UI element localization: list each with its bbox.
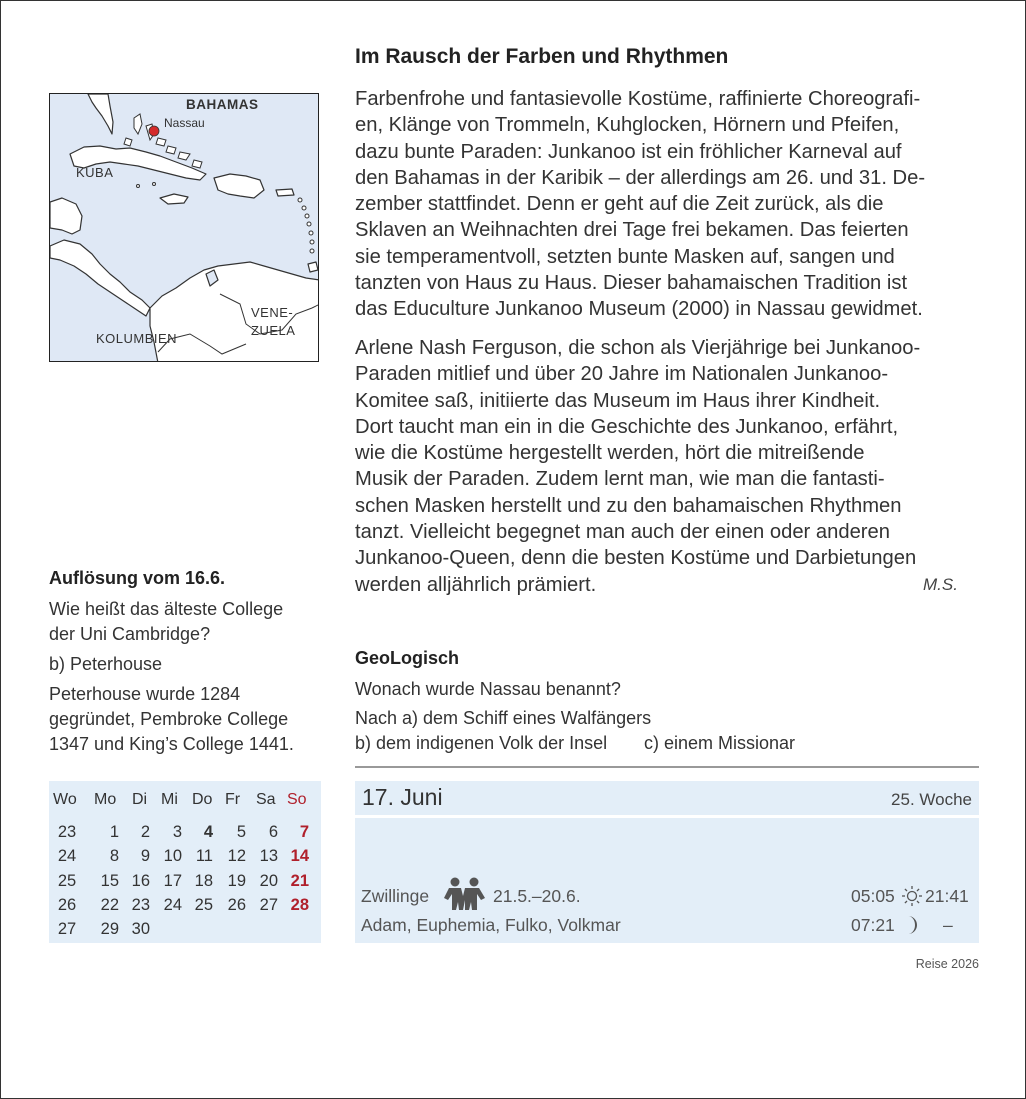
calendar-day[interactable]: 23 xyxy=(131,895,150,914)
calendar-week-number: 25 xyxy=(57,871,77,890)
calendar-header-so: So xyxy=(287,791,307,808)
calendar-day[interactable]: 11 xyxy=(195,847,213,866)
calendar-header-mo: Mo xyxy=(94,791,117,808)
calendar-header-mi: Mi xyxy=(161,791,178,808)
article-paragraph-2 xyxy=(355,335,985,598)
map-label-kolumbien: KOLUMBIEN xyxy=(96,331,178,346)
calendar-header-fr: Fr xyxy=(225,791,241,808)
calendar-header-wo: Wo xyxy=(53,791,77,808)
calendar-day[interactable]: 18 xyxy=(194,871,213,890)
calendar-week-number: 24 xyxy=(57,847,77,866)
calendar-day[interactable]: 6 xyxy=(268,823,278,841)
calendar-day[interactable]: 27 xyxy=(259,895,278,914)
sunset-time: 21:41 xyxy=(925,886,969,906)
calendar-day[interactable]: 22 xyxy=(100,895,119,914)
calendar-day[interactable]: 4 xyxy=(203,823,213,841)
geologisch-question: Wonach wurde Nassau benannt? xyxy=(355,679,621,699)
zodiac-range: 21.5.–20.6. xyxy=(493,886,581,906)
text-line: Paraden mitlief und über 20 Jahre im Nationalen Junkanoo- xyxy=(355,363,889,386)
text-line: werden alljährlich prämiert. xyxy=(355,573,597,596)
calendar-day[interactable]: 12 xyxy=(227,847,246,866)
solution-explanation-line: gegründet, Pembroke College xyxy=(49,709,289,729)
calendar-header-sa: Sa xyxy=(256,791,276,808)
sun-icon xyxy=(901,885,923,912)
calendar-day[interactable]: 13 xyxy=(259,847,278,866)
text-line: Sklaven an Weihnachten drei Tage frei bekamen. Das feierten xyxy=(355,219,909,242)
calendar-day[interactable]: 8 xyxy=(109,847,119,866)
calendar-day[interactable]: 29 xyxy=(100,920,119,939)
crescent-moon-icon xyxy=(903,914,921,941)
solution-question-line: der Uni Cambridge? xyxy=(49,624,211,644)
calendar-day[interactable]: 20 xyxy=(259,871,278,890)
geologisch-title: GeoLogisch xyxy=(355,648,460,668)
moonset-time: – xyxy=(943,915,953,935)
section-divider xyxy=(355,766,979,768)
calendar-day[interactable]: 24 xyxy=(163,895,182,914)
map-label-kuba: KUBA xyxy=(76,165,114,180)
author-initials: M.S. xyxy=(923,575,958,594)
text-line: Junkanoo-Queen, denn die besten Kostüme und Darbietungen xyxy=(355,547,917,570)
text-line: wie die Kostüme hergestellt werden, hört die mitreißende xyxy=(355,442,865,465)
calendar-week-number: 23 xyxy=(57,823,77,841)
gemini-twins-icon xyxy=(441,876,489,917)
calendar-day[interactable]: 28 xyxy=(290,895,309,914)
text-line: Musik der Paraden. Zudem lernt man, wie man die fantasti- xyxy=(355,468,885,491)
calendar-week-number: 26 xyxy=(57,895,77,914)
text-line: tanzten von Haus zu Haus. Dieser bahamaischen Tradition ist xyxy=(355,272,908,295)
day-panel xyxy=(355,781,979,943)
calendar-week-number: 27 xyxy=(57,920,77,939)
text-line: en, Klänge von Trommeln, Kuhglocken, Hörnern und Pfeifen, xyxy=(355,114,900,137)
article-paragraph-1 xyxy=(355,86,985,323)
calendar-day[interactable]: 16 xyxy=(131,871,150,890)
calendar-day[interactable]: 2 xyxy=(140,823,150,841)
text-line: Farbenfrohe und fantasievolle Kostüme, raffinierte Choreografi- xyxy=(355,88,921,110)
text-line: schen Masken herstellt und zu den bahamaischen Rhythmen xyxy=(355,494,902,517)
article-title: Im Rausch der Farben und Rhythmen xyxy=(355,45,729,68)
calendar-day[interactable]: 9 xyxy=(140,847,150,866)
caribbean-map xyxy=(49,93,319,362)
calendar-day[interactable]: 14 xyxy=(290,847,309,866)
calendar-day[interactable]: 5 xyxy=(236,823,246,841)
geologisch-answer-a: Nach a) dem Schiff eines Walfängers xyxy=(355,708,652,728)
text-line: tanzt. Vielleicht begegnet man auch der einen oder anderen xyxy=(355,521,890,544)
calendar-day[interactable]: 10 xyxy=(163,847,182,866)
map-label-venezuela-2: ZUELA xyxy=(251,323,296,338)
day-date: 17. Juni xyxy=(362,784,443,810)
calendar-day[interactable]: 26 xyxy=(227,895,246,914)
text-line: das Educulture Junkanoo Museum (2000) in Nassau gewidmet. xyxy=(355,298,923,321)
calendar-day[interactable]: 17 xyxy=(163,871,182,890)
map-label-venezuela-1: VENE- xyxy=(251,305,294,320)
text-line: Dort taucht man ein in die Geschichte des Junkanoo, erfährt, xyxy=(355,415,899,438)
text-line: sie temperamentvoll, setzten bunte Masken auf, sangen und xyxy=(355,245,895,268)
calendar-day[interactable]: 19 xyxy=(227,871,246,890)
day-header xyxy=(355,781,979,815)
map-label-bahamas: BAHAMAS xyxy=(186,97,259,112)
footer-label: Reise 2026 xyxy=(915,957,979,971)
text-line: zember stattfindet. Denn er geht auf die Zeit zurück, als die xyxy=(355,193,884,216)
calendar-day[interactable]: 3 xyxy=(172,823,182,841)
zodiac-name: Zwillinge xyxy=(361,886,430,906)
calendar-day[interactable]: 25 xyxy=(194,895,213,914)
calendar-header-di: Di xyxy=(132,791,148,808)
calendar-day[interactable]: 21 xyxy=(290,871,309,890)
solution-answer: b) Peterhouse xyxy=(49,654,163,674)
day-week: 25. Woche xyxy=(891,790,972,809)
map-label-nassau: Nassau xyxy=(164,116,205,130)
calendar-header-do: Do xyxy=(192,791,213,808)
text-line: Arlene Nash Ferguson, die schon als Vierjährige bei Junkanoo- xyxy=(355,337,921,359)
solution-question-line: Wie heißt das älteste College xyxy=(49,599,284,619)
day-details xyxy=(355,818,979,943)
geologisch-answer-b: b) dem indigenen Volk der Insel xyxy=(355,733,608,753)
text-line: dazu bunte Paraden: Junkanoo ist ein fröhlicher Karneval auf xyxy=(355,140,902,163)
solution-title: Auflösung vom 16.6. xyxy=(49,568,226,588)
sunrise-time: 05:05 xyxy=(851,886,895,906)
map-drawing xyxy=(50,94,319,362)
calendar-day[interactable]: 7 xyxy=(299,823,309,841)
solution-explanation-line: Peterhouse wurde 1284 xyxy=(49,684,241,704)
text-line: Komitee saß, initiierte das Museum im Haus ihrer Kindheit. xyxy=(355,389,881,412)
calendar-day[interactable]: 30 xyxy=(131,920,150,939)
month-calendar xyxy=(49,781,321,943)
solution-explanation-line: 1347 und King’s College 1441. xyxy=(49,734,294,754)
calendar-day[interactable]: 1 xyxy=(109,823,119,841)
moonrise-time: 07:21 xyxy=(851,915,895,935)
geologisch-answer-c: c) einem Missionar xyxy=(644,733,796,753)
calendar-day[interactable]: 15 xyxy=(100,871,119,890)
name-days: Adam, Euphemia, Fulko, Volkmar xyxy=(361,915,621,935)
text-line: den Bahamas in der Karibik – der allerdings am 26. und 31. De- xyxy=(355,166,926,189)
